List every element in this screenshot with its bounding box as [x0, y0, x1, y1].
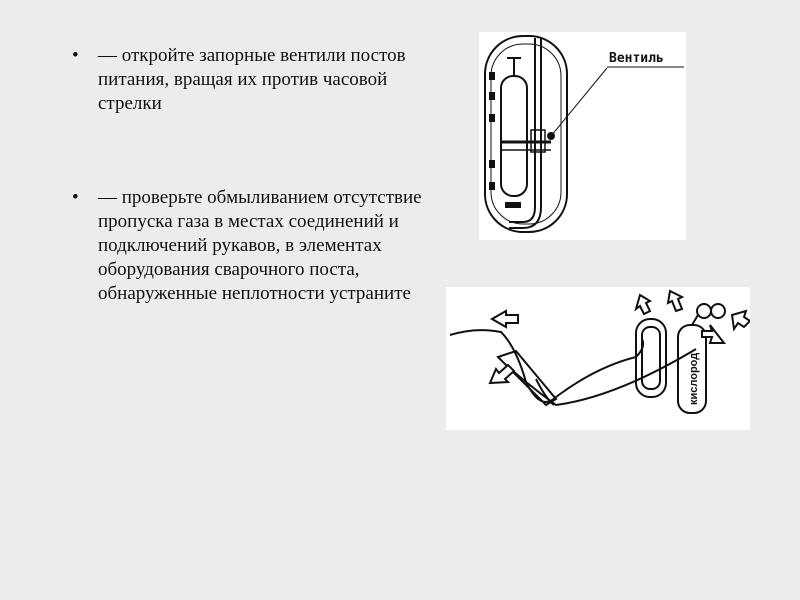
bullet-text: — откройте запорные вентили постов питания, вращая их против часовой стрелки	[98, 45, 406, 114]
bullet-item-open-valves	[72, 44, 432, 116]
arrow-icon	[732, 311, 750, 329]
hose-1	[450, 330, 643, 402]
bullet-item-leak-check	[72, 186, 432, 306]
cabinet	[636, 319, 666, 397]
arrow-icon	[636, 295, 650, 314]
welding-post-drawing	[446, 287, 750, 430]
bullet-list	[72, 44, 432, 306]
valve-label: Вентиль	[609, 51, 664, 66]
supply-post-drawing	[479, 32, 686, 240]
bullet-text: — проверьте обмыливанием отсутствие пропуска газа в местах соединений и подключений рукавов, в элементах оборудования сварочного поста, обнаруженные неплотности устраните	[98, 187, 422, 304]
supply-post-figure	[479, 32, 686, 240]
welding-post-figure	[446, 287, 750, 430]
arrow-icon	[490, 365, 514, 383]
cylinder	[501, 76, 527, 196]
bullet-marker: •	[72, 187, 79, 208]
arrow-icon	[492, 311, 518, 327]
arrow-icon	[668, 291, 682, 311]
cylinder-label: кислород	[688, 352, 700, 405]
bullet-marker: •	[72, 45, 79, 66]
